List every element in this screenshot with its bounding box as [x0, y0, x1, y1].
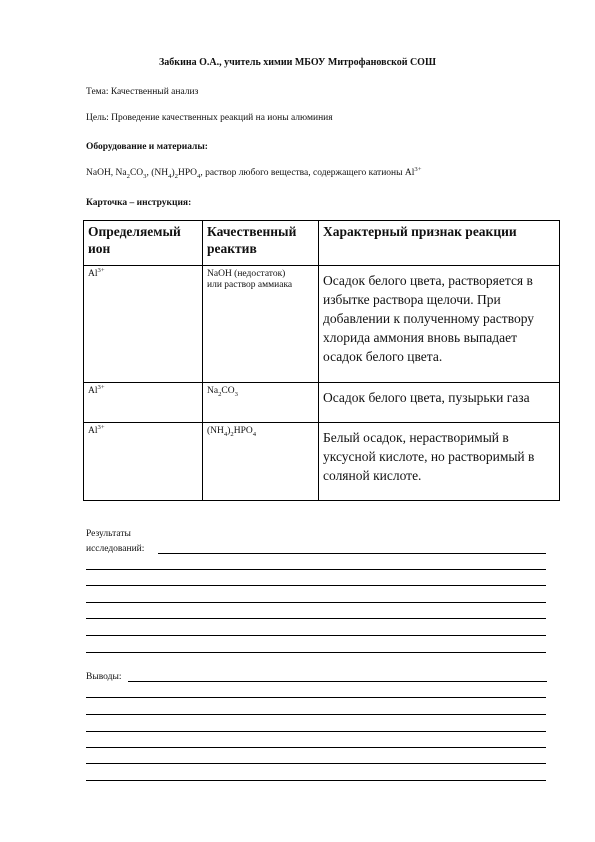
results-answer-line[interactable]	[86, 585, 546, 586]
reagent-cell: $(NH_4)_2HPO_4$	[203, 423, 319, 501]
reagent-cell: NaOH (недостаток) или раствор аммиака	[203, 266, 319, 383]
results-answer-line[interactable]	[158, 553, 546, 554]
results-answer-line[interactable]	[86, 652, 546, 653]
header-reagent: Качественный реактив	[203, 221, 319, 266]
reagents-line: NaOH, $Na_2CO_3$, $(NH_4)_2HPO_4$, раствор любого вещества, содержащего катионы $Al^{3+}$	[86, 165, 422, 180]
conclusions-answer-line[interactable]	[86, 780, 546, 781]
table-row	[84, 383, 560, 423]
table-header-row	[84, 221, 560, 266]
goal-value: Проведение качественных реакций на ионы алюминия	[111, 113, 333, 123]
document-header: Забкина О.А., учитель химии МБОУ Митрофановской СОШ	[159, 57, 436, 68]
ion-cell: $Al^{3+}$	[84, 383, 203, 423]
results-answer-line[interactable]	[86, 602, 546, 603]
sign-cell: Осадок белого цвета, пузырьки газа	[319, 383, 560, 423]
sign-cell: Белый осадок, нерастворимый в уксусной кислоте, но растворимый в соляной кислоте.	[319, 423, 560, 501]
conclusions-answer-line[interactable]	[86, 697, 546, 698]
results-answer-line[interactable]	[86, 618, 546, 619]
conclusions-answer-line[interactable]	[86, 763, 546, 764]
card-title: Карточка – инструкция:	[86, 198, 192, 208]
conclusions-answer-line[interactable]	[128, 681, 547, 682]
conclusions-answer-line[interactable]	[86, 747, 546, 748]
equipment-title: Оборудование и материалы:	[86, 142, 208, 152]
results-label-1: Результаты	[86, 529, 131, 539]
results-answer-line[interactable]	[86, 569, 546, 570]
table-row	[84, 266, 560, 383]
reactions-table	[83, 220, 560, 501]
sign-cell: Осадок белого цвета, растворяется в избытке раствора щелочи. При добавлении к полученному раствору хлорида аммония вновь выпадает осадок белого цвета.	[319, 266, 560, 383]
conclusions-answer-line[interactable]	[86, 731, 546, 732]
conclusions-label: Выводы:	[86, 672, 122, 682]
conclusions-answer-line[interactable]	[86, 714, 546, 715]
topic-value: Качественный анализ	[110, 87, 199, 97]
goal-line	[86, 113, 333, 123]
ion-cell: $Al^{3+}$	[84, 266, 203, 383]
header-sign: Характерный признак реакции	[319, 221, 560, 266]
results-answer-line[interactable]	[86, 635, 546, 636]
topic-line	[86, 87, 198, 97]
goal-label: Цель:	[86, 113, 109, 123]
reagent-cell: $Na_2CO_3$	[203, 383, 319, 423]
ion-cell: $Al^{3+}$	[84, 423, 203, 501]
topic-label: Тема:	[86, 87, 109, 97]
results-label-2: исследований:	[86, 544, 145, 554]
table-row	[84, 423, 560, 501]
header-ion: Определяемый ион	[84, 221, 203, 266]
